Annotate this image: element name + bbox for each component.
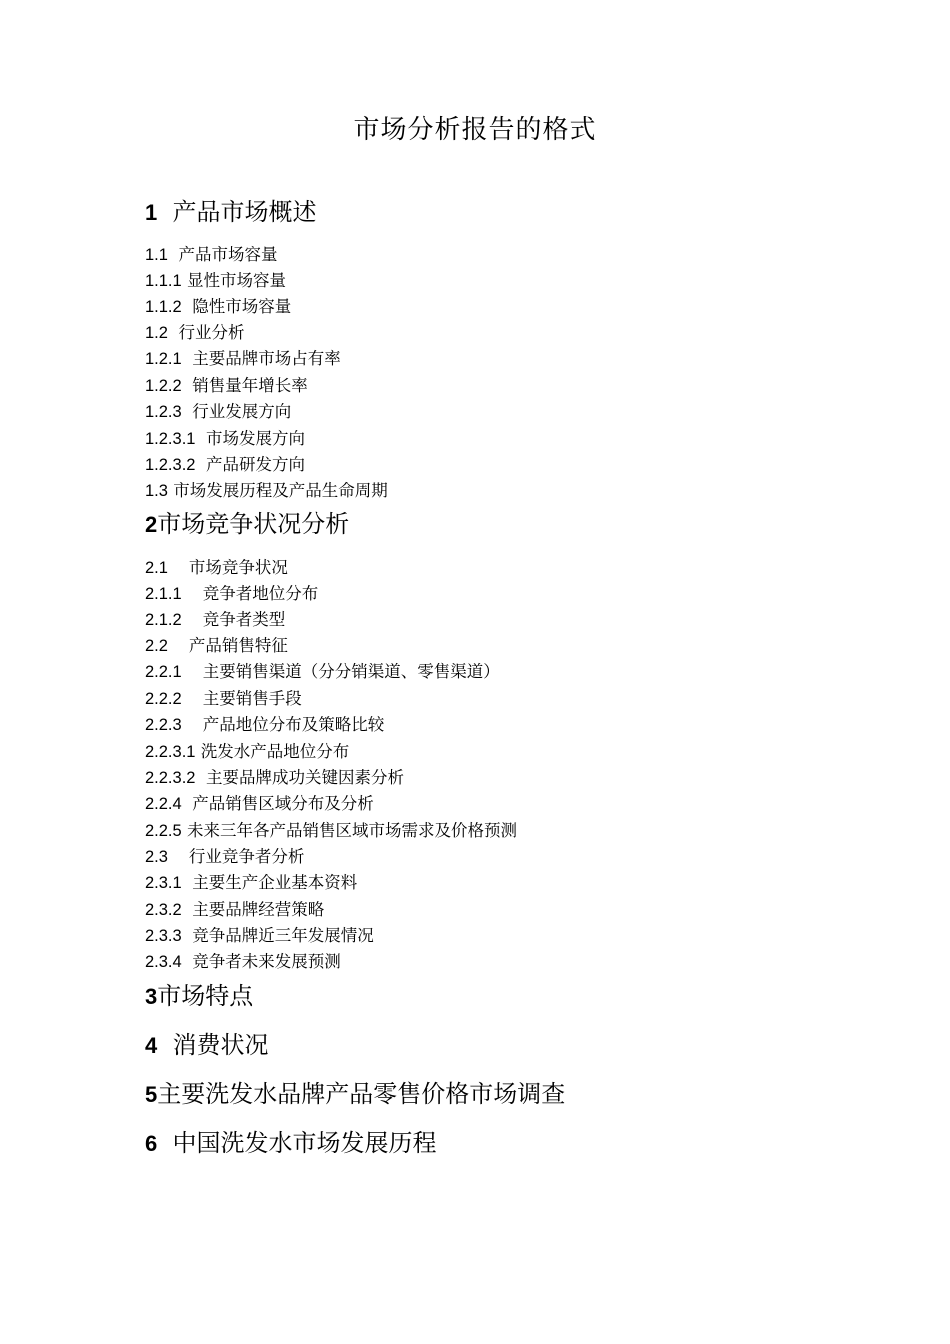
outline-item [145,296,291,318]
item-text: 产品市场概述 [172,198,317,226]
outline-item [145,244,277,266]
item-text: 市场竞争状况 [188,558,288,577]
outline-item [145,270,286,292]
outline-item [145,846,304,868]
outline-item [145,609,285,631]
item-number: 2.2.4 [145,795,182,813]
item-number: 2.2.3 [145,716,182,734]
outline-item [145,480,388,502]
outline-item [145,714,384,736]
item-text: 主要生产企业基本资料 [192,873,358,892]
item-number: 1.2 [145,324,168,342]
outline-item [145,375,308,397]
item-number: 1.2.2 [145,377,182,395]
outline-item [145,348,341,370]
item-number: 1 [145,200,158,225]
section-heading [145,1127,437,1160]
item-number: 1.2.3.1 [145,430,196,448]
item-number: 2.3.3 [145,927,182,945]
item-number: 2.3.4 [145,953,182,971]
outline-item [145,401,291,423]
outline-item [145,688,302,710]
item-number: 3 [145,984,158,1009]
item-number: 2.1.1 [145,585,182,603]
item-number: 1.1 [145,246,168,264]
item-number: 6 [145,1131,158,1156]
item-text: 主要品牌成功关键因素分析 [205,768,404,787]
item-number: 2.3.2 [145,901,182,919]
item-text: 消费状况 [172,1031,269,1059]
item-text: 主要品牌经营策略 [192,900,325,919]
item-text: 行业竞争者分析 [188,847,305,866]
outline-item [145,583,318,605]
item-text: 市场特点 [157,982,254,1010]
outline-item [145,793,374,815]
outline-item [145,899,324,921]
item-number: 4 [145,1033,158,1058]
item-text: 隐性市场容量 [192,297,292,316]
item-text: 显性市场容量 [186,271,286,290]
item-text: 竞争者类型 [202,610,286,629]
item-number: 1.2.1 [145,350,182,368]
item-text: 产品销售区域分布及分析 [192,794,374,813]
item-text: 产品研发方向 [205,455,305,474]
item-number: 1.3 [145,482,168,500]
item-text: 主要洗发水品牌产品零售价格市场调查 [157,1080,566,1108]
item-text: 产品市场容量 [178,245,278,264]
item-number: 1.1.1 [145,272,182,290]
item-number: 1.2.3 [145,403,182,421]
item-text: 竞争者地位分布 [202,584,319,603]
item-text: 销售量年增长率 [192,376,308,395]
item-number: 2.2 [145,637,168,655]
outline-item [145,557,288,579]
item-text: 中国洗发水市场发展历程 [172,1129,437,1157]
item-number: 2.3 [145,848,168,866]
outline-item [145,951,341,973]
outline-item [145,820,517,842]
item-text: 洗发水产品地位分布 [200,742,350,761]
item-number: 2.2.3.1 [145,743,196,761]
item-text: 主要销售渠道（分分销渠道、零售渠道） [202,662,500,681]
item-number: 2.2.1 [145,663,182,681]
outline-item [145,741,349,763]
document-title: 市场分析报告的格式 [353,115,597,145]
item-text: 市场竞争状况分析 [157,510,350,538]
item-text: 未来三年各产品销售区域市场需求及价格预测 [186,821,517,840]
item-number: 1.2.3.2 [145,456,196,474]
item-text: 产品地位分布及策略比较 [202,715,385,734]
section-heading [145,980,253,1013]
item-text: 主要销售手段 [202,689,302,708]
item-text: 行业发展方向 [192,402,292,421]
outline-item [145,322,244,344]
item-number: 2.2.5 [145,822,182,840]
item-number: 2 [145,512,158,537]
outline-item [145,661,500,683]
item-number: 5 [145,1082,158,1107]
outline-item [145,428,305,450]
item-number: 2.2.2 [145,690,182,708]
item-text: 竞争品牌近三年发展情况 [192,926,374,945]
item-text: 行业分析 [178,323,245,342]
item-text: 市场发展历程及产品生命周期 [173,481,388,500]
item-number: 2.3.1 [145,874,182,892]
item-number: 2.2.3.2 [145,769,196,787]
item-text: 竞争者未来发展预测 [192,952,341,971]
outline-item [145,635,288,657]
item-number: 2.1 [145,559,168,577]
outline-item [145,767,404,789]
item-text: 市场发展方向 [205,429,305,448]
outline-item [145,872,357,894]
item-number: 2.1.2 [145,611,182,629]
item-text: 产品销售特征 [188,636,288,655]
section-heading [145,1078,565,1111]
section-heading [145,196,317,229]
item-text: 主要品牌市场占有率 [192,349,341,368]
outline-item [145,925,374,947]
section-heading [145,508,349,541]
outline-item [145,454,305,476]
section-heading [145,1029,269,1062]
item-number: 1.1.2 [145,298,182,316]
